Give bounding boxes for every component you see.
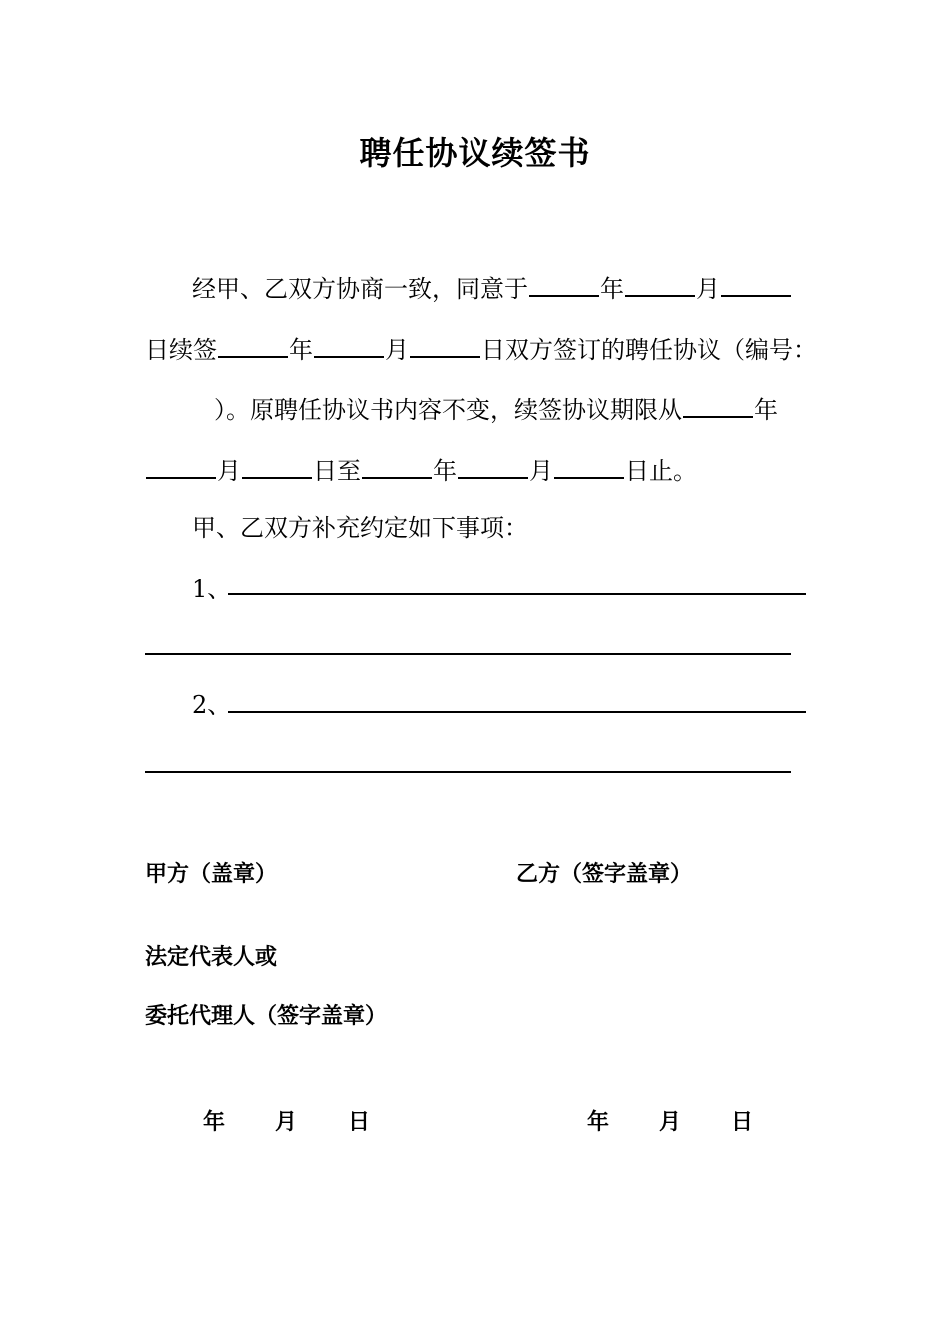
item-1-label: 1、 bbox=[192, 575, 232, 603]
date-day: 日 bbox=[731, 1110, 754, 1135]
paragraph-line-3 bbox=[214, 392, 778, 425]
agent-label: 委托代理人（签字盖章） bbox=[145, 1004, 388, 1029]
date-day: 日 bbox=[348, 1110, 371, 1135]
month-blank[interactable] bbox=[625, 271, 695, 297]
document-title: 聘任协议续签书 bbox=[359, 134, 591, 172]
paragraph-line-1 bbox=[192, 271, 792, 304]
year-blank[interactable] bbox=[683, 392, 753, 418]
party-a-label: 甲方（盖章） bbox=[145, 862, 278, 887]
supplementary-heading: 甲、乙双方补充约定如下事项： bbox=[192, 514, 528, 542]
text: 经甲、乙双方协商一致，同意于 bbox=[192, 275, 528, 303]
year-blank[interactable] bbox=[218, 332, 288, 358]
item-2-continuation-line[interactable] bbox=[145, 771, 791, 773]
date-month: 月 bbox=[659, 1110, 682, 1135]
item-1-continuation-line[interactable] bbox=[145, 653, 791, 655]
month-blank[interactable] bbox=[314, 332, 384, 358]
year-blank[interactable] bbox=[362, 453, 432, 479]
text: 月 bbox=[529, 457, 553, 485]
day-blank[interactable] bbox=[242, 453, 312, 479]
text: 日双方签订的聘任协议（编号： bbox=[481, 336, 817, 364]
month-blank[interactable] bbox=[146, 453, 216, 479]
legal-representative-label: 法定代表人或 bbox=[145, 945, 278, 970]
date-row-right bbox=[0, 1105, 950, 1135]
text: 日止。 bbox=[625, 457, 697, 485]
day-blank[interactable] bbox=[554, 453, 624, 479]
year-blank[interactable] bbox=[529, 271, 599, 297]
text: 月 bbox=[696, 275, 720, 303]
date-year: 年 bbox=[587, 1110, 610, 1135]
text: 日至 bbox=[313, 457, 361, 485]
month-blank[interactable] bbox=[458, 453, 528, 479]
text: 年 bbox=[754, 396, 778, 424]
day-blank[interactable] bbox=[410, 332, 480, 358]
item-1-blank-line[interactable] bbox=[228, 593, 806, 595]
text: 年 bbox=[433, 457, 457, 485]
date-month: 月 bbox=[275, 1110, 298, 1135]
item-2-label: 2、 bbox=[192, 691, 232, 719]
paragraph-line-2 bbox=[145, 332, 817, 365]
paragraph-line-4 bbox=[145, 453, 697, 486]
text: 年 bbox=[289, 336, 313, 364]
text: ）。原聘任协议书内容不变，续签协议期限从 bbox=[214, 396, 682, 424]
text: 年 bbox=[600, 275, 624, 303]
text: 月 bbox=[385, 336, 409, 364]
item-2-blank-line[interactable] bbox=[228, 711, 806, 713]
text: 日续签 bbox=[145, 336, 217, 364]
day-blank[interactable] bbox=[721, 271, 791, 297]
party-b-label: 乙方（签字盖章） bbox=[516, 862, 693, 887]
text: 月 bbox=[217, 457, 241, 485]
date-year: 年 bbox=[203, 1110, 226, 1135]
